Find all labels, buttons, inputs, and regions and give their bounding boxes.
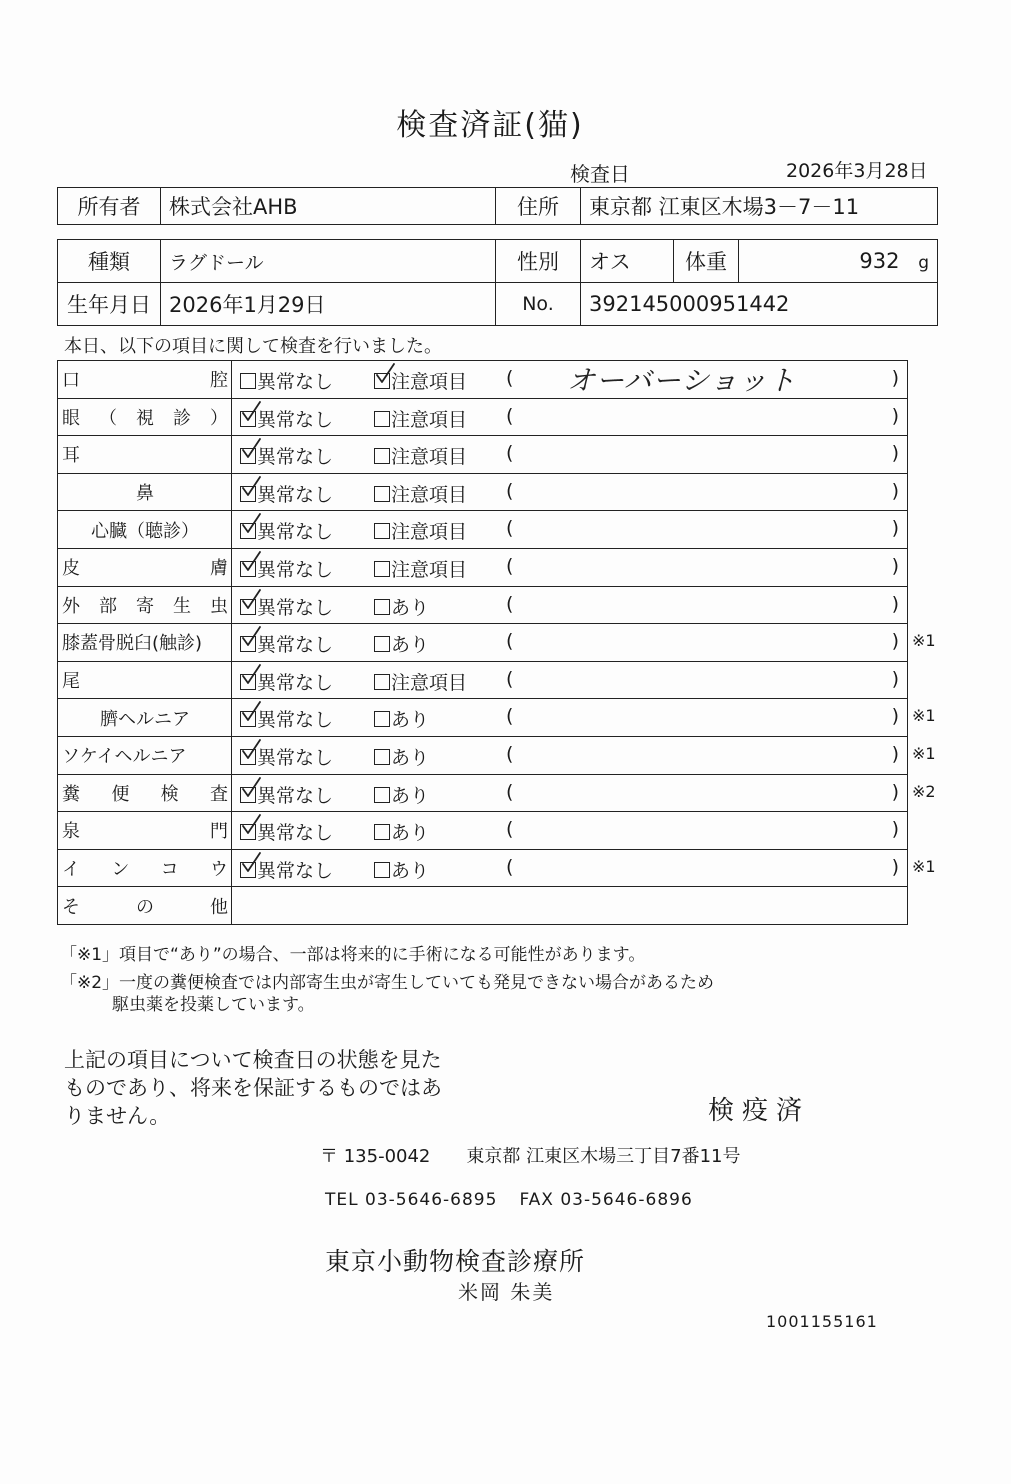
birth-label: 生年月日 [58, 283, 161, 326]
owner-table [57, 187, 938, 225]
breed-label: 種類 [58, 240, 161, 283]
paren-close: ) [891, 667, 899, 690]
option-attention[interactable] [374, 781, 429, 808]
exam-item-label: 膝蓋骨脱臼(触診) [62, 633, 203, 655]
footnote-mark: ※1 [912, 857, 936, 876]
checkmark-icon [240, 777, 262, 799]
paren-open: ( [506, 630, 514, 653]
paren-close: ) [891, 592, 899, 615]
fax: FAX 03-5646-6896 [519, 1190, 693, 1210]
exam-result-cell [232, 624, 908, 662]
footnote-mark: ※2 [912, 782, 936, 801]
checkbox-icon[interactable] [374, 523, 390, 539]
option-attention-label: あり [391, 596, 430, 619]
option-attention-label: 注意項目 [391, 371, 468, 393]
paren-close: ) [891, 855, 899, 878]
tel: TEL 03-5646-6895 [325, 1190, 498, 1210]
option-attention-label: あり [391, 634, 430, 657]
option-normal-label: 異常なし [257, 784, 334, 807]
option-normal[interactable] [240, 668, 333, 695]
exam-item-label: 臍ヘルニア [100, 708, 190, 730]
footnote-mark: ※1 [912, 744, 936, 763]
option-attention-label: あり [391, 709, 430, 732]
checkmark-icon [240, 589, 262, 611]
paren-close: ) [891, 404, 899, 427]
checkmark-icon [240, 814, 262, 836]
option-normal[interactable] [240, 743, 333, 770]
exam-row [58, 548, 908, 586]
paren-open: ( [506, 554, 514, 577]
option-attention[interactable] [374, 668, 467, 695]
weight-value: 932 [859, 249, 900, 273]
footnote-1: 「※1」項目で“あり”の場合、一部は将来的に手術になる可能性があります。 [60, 945, 646, 965]
option-normal-label: 異常なし [257, 521, 334, 544]
paren-close: ) [891, 742, 899, 765]
option-attention[interactable] [374, 705, 429, 732]
handwritten-note: オーバーショット [567, 364, 797, 397]
exam-item-label: イ ン コ ウ [62, 859, 228, 881]
checkmark-icon [240, 551, 262, 573]
paren-open: ( [506, 742, 514, 765]
paren-close: ) [891, 705, 899, 728]
exam-row [58, 736, 908, 774]
exam-item-name [58, 624, 232, 662]
option-normal-label: 異常なし [257, 596, 334, 619]
checkbox-icon[interactable] [240, 373, 256, 389]
checkbox-icon[interactable] [240, 787, 256, 803]
checkbox-icon[interactable] [374, 862, 390, 878]
option-attention[interactable] [374, 593, 429, 620]
option-attention-label: あり [391, 822, 430, 845]
checkbox-icon[interactable] [374, 599, 390, 615]
option-attention-label: 注意項目 [391, 483, 468, 506]
option-normal-label: 異常なし [257, 822, 334, 845]
paren-close: ) [891, 442, 899, 465]
exam-row-other [58, 887, 908, 925]
exam-item-name [58, 699, 232, 737]
option-normal-label: 異常なし [257, 446, 334, 469]
checkmark-icon [240, 476, 262, 498]
option-normal-label: 異常なし [257, 408, 334, 431]
address-value: 東京都 江東区木場3－7－11 [581, 188, 938, 225]
exam-item-label: 眼 （ 視 診 ） [62, 407, 228, 429]
exam-row [58, 624, 908, 662]
exam-result-cell [232, 511, 908, 549]
checkbox-icon[interactable] [240, 411, 256, 427]
exam-item-name [58, 511, 232, 549]
exam-row [58, 436, 908, 474]
option-normal[interactable] [240, 442, 333, 469]
option-normal[interactable] [240, 367, 333, 394]
option-attention-label: 注意項目 [391, 521, 468, 544]
exam-row [58, 473, 908, 511]
exam-item-name [58, 473, 232, 511]
checkmark-icon [374, 363, 396, 385]
street-address: 東京都 江東区木場三丁目7番11号 [466, 1146, 741, 1167]
exam-item-name [58, 436, 232, 474]
checkbox-icon[interactable] [374, 411, 390, 427]
checkbox-icon[interactable] [240, 749, 256, 765]
paren-close: ) [891, 517, 899, 540]
option-attention-label: 注意項目 [391, 446, 468, 469]
checkmark-icon [240, 513, 262, 535]
exam-item-label: ソケイヘルニア [62, 746, 187, 768]
option-normal[interactable] [240, 705, 333, 732]
checkbox-icon[interactable] [374, 373, 390, 389]
paren-close: ) [891, 780, 899, 803]
checkbox-icon[interactable] [240, 862, 256, 878]
paren-open: ( [506, 367, 514, 389]
birth-value: 2026年1月29日 [161, 283, 496, 326]
exam-item-name [58, 586, 232, 624]
checkmark-icon [240, 438, 262, 460]
paren-open: ( [506, 404, 514, 427]
option-attention[interactable] [374, 856, 429, 883]
checkmark-icon [240, 626, 262, 648]
paren-open: ( [506, 517, 514, 540]
exam-result-cell [232, 473, 908, 511]
option-attention-label: 注意項目 [391, 671, 468, 694]
vet-name: 米岡 朱美 [458, 1280, 555, 1304]
exam-item-label: 耳 [62, 445, 80, 467]
paren-open: ( [506, 479, 514, 502]
checkbox-icon[interactable] [240, 674, 256, 690]
no-value: 392145000951442 [581, 283, 938, 326]
option-attention[interactable] [374, 442, 467, 469]
checkbox-icon[interactable] [240, 824, 256, 840]
option-normal[interactable] [240, 593, 333, 620]
option-attention-label: 注意項目 [391, 408, 468, 431]
exam-item-name [58, 849, 232, 887]
checkbox-icon[interactable] [240, 599, 256, 615]
clinic-address [320, 1142, 740, 1168]
option-normal[interactable] [240, 517, 333, 544]
exam-item-name [58, 548, 232, 586]
checkbox-icon[interactable] [240, 486, 256, 502]
paren-open: ( [506, 442, 514, 465]
option-normal-label: 異常なし [257, 634, 334, 657]
exam-table [57, 360, 908, 925]
paren-close: ) [891, 479, 899, 502]
exam-item-label: 糞 便 検 査 [62, 783, 228, 805]
document-title: 検査済証(猫) [396, 108, 584, 143]
weight-cell [739, 240, 938, 283]
checkbox-icon[interactable] [374, 486, 390, 502]
option-attention[interactable] [374, 405, 467, 432]
paren-close: ) [891, 630, 899, 653]
exam-item-name [58, 812, 232, 850]
exam-row [58, 586, 908, 624]
exam-result-cell [232, 849, 908, 887]
option-normal-label: 異常なし [257, 558, 334, 581]
exam-row [58, 398, 908, 436]
footnote-2: 「※2」一度の糞便検査では内部寄生虫が寄生していても発見できない場合があるため [60, 973, 715, 993]
exam-result-cell [232, 736, 908, 774]
clinic-phones [325, 1190, 693, 1210]
option-attention-label: あり [391, 746, 430, 769]
option-attention[interactable] [374, 630, 429, 657]
option-normal[interactable] [240, 781, 333, 808]
exam-result-cell [232, 699, 908, 737]
weight-unit: g [918, 253, 929, 273]
footnote-mark: ※1 [912, 631, 936, 650]
sex-value: オス [581, 240, 674, 283]
exam-item-label: 心臓（聴診） [91, 520, 199, 542]
option-normal[interactable] [240, 555, 333, 582]
exam-item-name [58, 661, 232, 699]
exam-item-label: 口 腔 [62, 370, 228, 392]
exam-result-cell [232, 548, 908, 586]
exam-item-name [58, 361, 232, 399]
option-attention[interactable] [374, 818, 429, 845]
exam-item-label: 外 部 寄 生 虫 [62, 595, 228, 617]
no-label: No. [496, 283, 581, 326]
checkbox-icon[interactable] [240, 448, 256, 464]
checkbox-icon[interactable] [240, 561, 256, 577]
option-normal-label: 異常なし [257, 709, 334, 732]
exam-result-cell [232, 398, 908, 436]
exam-result-cell [232, 586, 908, 624]
option-attention-label: あり [391, 784, 430, 807]
animal-table [57, 239, 938, 326]
owner-label: 所有者 [58, 188, 161, 225]
checkbox-icon[interactable] [240, 636, 256, 652]
exam-row [58, 511, 908, 549]
clinic-name: 東京小動物検査診療所 [325, 1247, 586, 1276]
paren-open: ( [506, 667, 514, 690]
checkmark-icon [240, 664, 262, 686]
exam-item-label: 鼻 [136, 483, 154, 505]
exam-result-cell [232, 774, 908, 812]
checkbox-icon[interactable] [240, 711, 256, 727]
owner-value: 株式会社AHB [161, 188, 496, 225]
paren-open: ( [506, 780, 514, 803]
exam-result-cell [232, 436, 908, 474]
option-normal-label: 異常なし [257, 671, 334, 694]
document-number: 1001155161 [766, 1312, 878, 1331]
weight-label: 体重 [674, 240, 739, 283]
other-value-cell[interactable] [232, 887, 908, 925]
option-normal[interactable] [240, 856, 333, 883]
checkbox-icon[interactable] [374, 448, 390, 464]
exam-row [58, 774, 908, 812]
footnote-2-cont: 駆虫薬を投薬しています。 [112, 995, 315, 1015]
exam-row [58, 361, 908, 399]
intro-text: 本日、以下の項目に関して検査を行いました。 [64, 336, 442, 357]
paren-open: ( [506, 705, 514, 728]
checkbox-icon[interactable] [374, 824, 390, 840]
exam-row [58, 661, 908, 699]
option-normal-label: 異常なし [257, 371, 334, 393]
paren-close: ) [891, 367, 899, 389]
option-normal-label: 異常なし [257, 859, 334, 882]
exam-item-label: 泉 門 [62, 821, 228, 843]
checkbox-icon[interactable] [374, 561, 390, 577]
option-attention-label: 注意項目 [391, 558, 468, 581]
checkbox-icon[interactable] [374, 636, 390, 652]
option-normal-label: 異常なし [257, 746, 334, 769]
checkbox-icon[interactable] [374, 787, 390, 803]
paren-close: ) [891, 818, 899, 841]
exam-item-label: 皮 膚 [62, 558, 228, 580]
checkbox-icon[interactable] [374, 674, 390, 690]
paren-open: ( [506, 818, 514, 841]
exam-item-name [58, 398, 232, 436]
paren-open: ( [506, 855, 514, 878]
checkmark-icon [240, 852, 262, 874]
option-attention-label: あり [391, 859, 430, 882]
exam-item-name [58, 887, 232, 925]
checkbox-icon[interactable] [240, 523, 256, 539]
checkmark-icon [240, 401, 262, 423]
exam-item-label: 尾 [62, 671, 80, 693]
exam-row [58, 849, 908, 887]
checkbox-icon[interactable] [374, 749, 390, 765]
checkmark-icon [240, 701, 262, 723]
option-normal[interactable] [240, 818, 333, 845]
option-attention[interactable] [374, 743, 429, 770]
exam-result-cell [232, 661, 908, 699]
exam-item-name [58, 736, 232, 774]
postal-code: 〒 135-0042 [320, 1146, 431, 1167]
option-normal[interactable] [240, 630, 333, 657]
option-normal[interactable] [240, 480, 333, 507]
checkmark-icon [240, 739, 262, 761]
option-attention[interactable] [374, 367, 467, 394]
exam-item-name [58, 774, 232, 812]
breed-value: ラグドール [161, 240, 496, 283]
checkbox-icon[interactable] [374, 711, 390, 727]
option-attention[interactable] [374, 555, 467, 582]
inspection-date-value: 2026年3月28日 [786, 160, 928, 182]
option-normal-label: 異常なし [257, 483, 334, 506]
exam-row [58, 812, 908, 850]
other-label: そ の 他 [62, 896, 228, 918]
paren-close: ) [891, 554, 899, 577]
option-attention[interactable] [374, 480, 467, 507]
quarantine-stamp: 検疫済 [708, 1096, 811, 1126]
paren-open: ( [506, 592, 514, 615]
exam-result-cell [232, 812, 908, 850]
disclaimer: 上記の項目について検査日の状態を見たものであり、将来を保証するものではありません。 [64, 1048, 442, 1128]
option-attention[interactable] [374, 517, 467, 544]
exam-row [58, 699, 908, 737]
footnote-mark: ※1 [912, 706, 936, 725]
exam-result-cell [232, 361, 908, 399]
option-normal[interactable] [240, 405, 333, 432]
sex-label: 性別 [496, 240, 581, 283]
address-label: 住所 [496, 188, 581, 225]
inspection-date-label: 検査日 [570, 162, 630, 186]
